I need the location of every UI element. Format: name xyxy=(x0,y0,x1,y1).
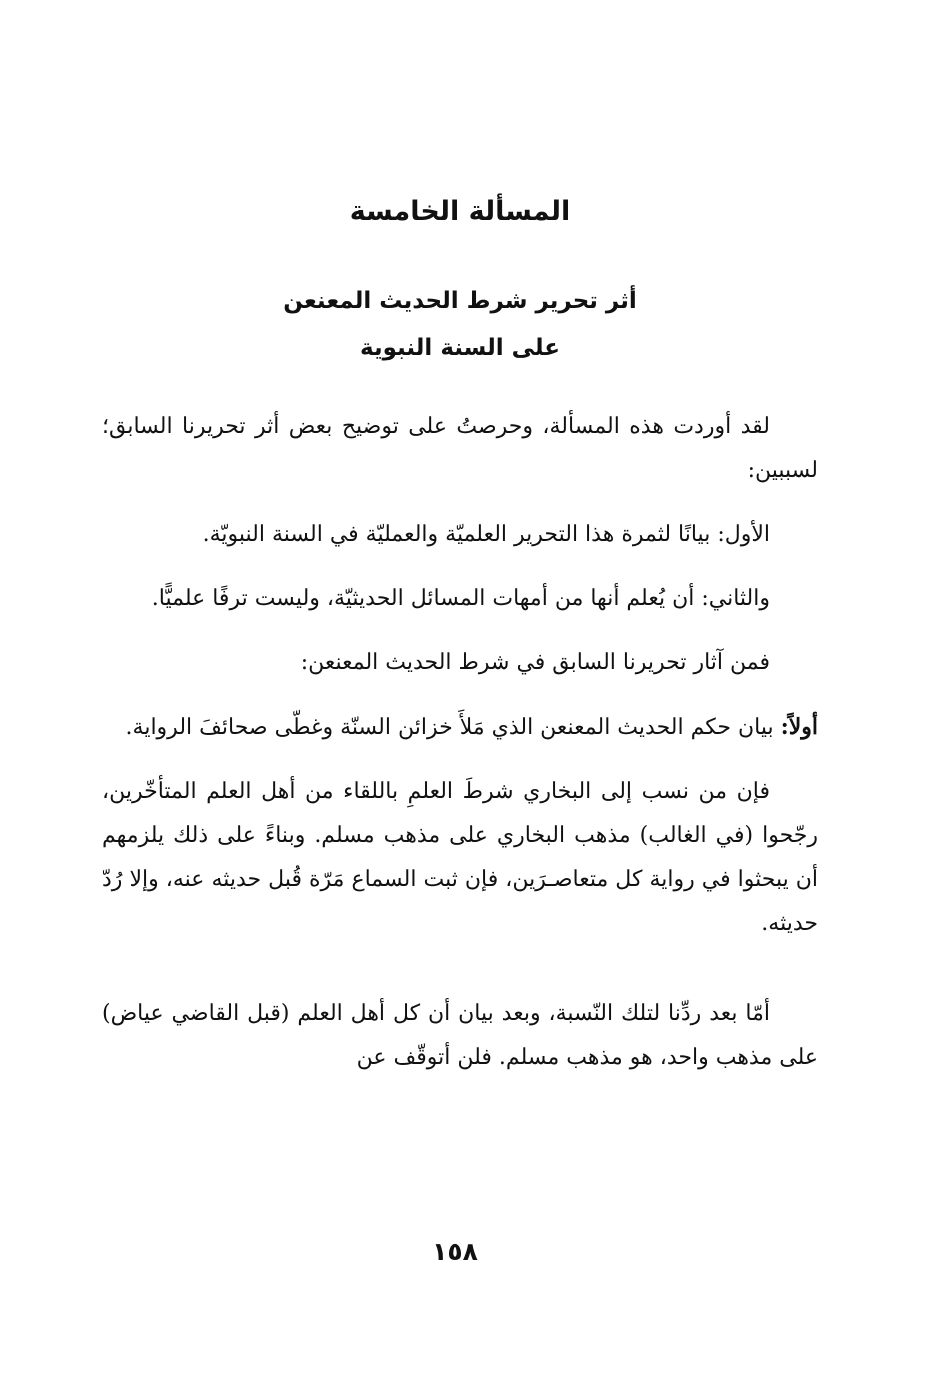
body-text xyxy=(102,405,818,1100)
paragraph-second-reason: والثاني: أن يُعلم أنها من أمهات المسائل الحديثيّة، وليست ترفًا علميًّا. xyxy=(151,586,770,611)
section-title: المسألة الخامسة xyxy=(349,196,571,227)
first-effect-text: بيان حكم الحديث المعنعن الذي مَلأَ خزائن السنّة وغطّى صحائفَ الرواية. xyxy=(125,715,781,740)
section-subtitle-line-2: على السنة النبوية xyxy=(360,335,560,361)
paragraph-after-refutation: أمّا بعد ردِّنا لتلك النّسبة، وبعد بيان أن كل أهل العلم (قبل القاضي عياض) على مذهب واحد، هو مذهب مسلم. فلن أتوقّف عن xyxy=(102,1001,818,1070)
section-subtitle-line-1: أثر تحرير شرط الحديث المعنعن xyxy=(283,288,637,314)
paragraph-first-reason: الأول: بيانًا لثمرة هذا التحرير العلميّة والعمليّة في السنة النبويّة. xyxy=(202,522,770,547)
paragraph-bukhari-condition: فإن من نسب إلى البخاري شرطَ العلمِ باللقاء من أهل العلم المتأخّرين، رجّحوا (في الغالب) مذهب البخاري على مذهب مسلم. وبناءً على ذلك يلزمهم أن يبحثوا في رواية كل متعاصـرَين، فإن ثبت السماع مَرّة قُبل حديثه عنه، وإلا رُدّ حديثه. xyxy=(102,779,818,936)
paragraph-effects-intro: فمن آثار تحريرنا السابق في شرط الحديث المعنعن: xyxy=(300,650,770,675)
page-number: ١٥٨ xyxy=(432,1237,478,1266)
paragraph-intro: لقد أوردت هذه المسألة، وحرصتُ على توضيح بعض أثر تحريرنا السابق؛ لسببين: xyxy=(102,414,818,483)
first-effect-lead: أولاً: xyxy=(780,714,818,740)
paragraph-first-effect xyxy=(102,705,818,750)
